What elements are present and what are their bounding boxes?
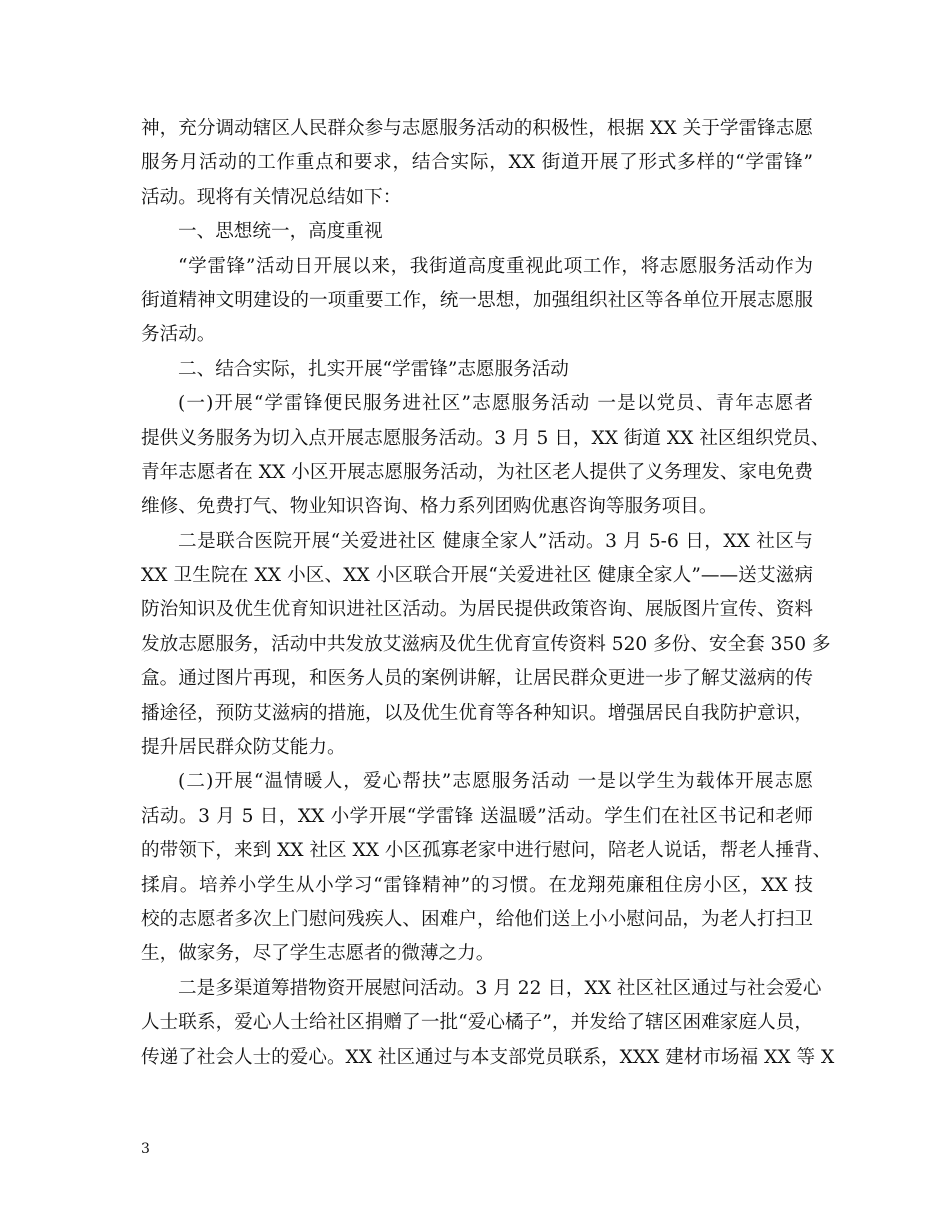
section-heading: 二、结合实际，扎实开展“学雷锋”志愿服务活动 xyxy=(178,358,569,380)
text-line: 提供义务服务为切入点开展志愿服务活动。3 月 5 日，XX 街道 XX 社区组织党员、 xyxy=(141,427,830,449)
section-heading: 一、思想统一，高度重视 xyxy=(178,221,383,243)
page-number: 3 xyxy=(141,1141,150,1157)
text-line: 神，充分调动辖区人民群众参与志愿服务活动的积极性，根据 XX 关于学雷锋志愿 xyxy=(141,118,813,139)
text-line: 防治知识及优生优育知识进社区活动。为居民提供政策咨询、展版图片宣传、资料 xyxy=(141,599,813,621)
document-body xyxy=(141,112,835,1075)
text-line: 揉肩。培养小学生从小学习“雷锋精神”的习惯。在龙翔苑廉租住房小区，XX 技 xyxy=(141,874,813,896)
text-line: 人士联系，爱心人士给社区捐赠了一批“爱心橘子”，并发给了辖区困难家庭人员， xyxy=(141,1012,813,1034)
text-line: (一)开展“学雷锋便民服务进社区”志愿服务活动 一是以党员、青年志愿者 xyxy=(178,393,813,415)
text-line: XX 卫生院在 XX 小区、XX 小区联合开展“关爱进社区 健康全家人”——送艾滋病 xyxy=(141,565,813,587)
text-line: 校的志愿者多次上门慰问残疾人、困难户，给他们送上小小慰问品，为老人打扫卫 xyxy=(141,908,813,930)
text-line: 播途径，预防艾滋病的措施，以及优生优育等各种知识。增强居民自我防护意识， xyxy=(141,702,813,724)
text-line: 提升居民群众防艾能力。 xyxy=(141,737,346,759)
text-line: 发放志愿服务，活动中共发放艾滋病及优生优育宣传资料 520 多份、安全套 350 多 xyxy=(141,633,831,655)
text-line: 生，做家务，尽了学生志愿者的微薄之力。 xyxy=(141,943,495,965)
text-line: 服务月活动的工作重点和要求，结合实际，XX 街道开展了形式多样的“学雷锋” xyxy=(141,152,813,174)
text-line: 二是联合医院开展“关爱进社区 健康全家人”活动。3 月 5-6 日，XX 社区与 xyxy=(178,530,813,552)
text-line: (二)开展“温情暖人，爱心帮扶”志愿服务活动 一是以学生为载体开展志愿 xyxy=(178,771,813,793)
text-line: 维修、免费打气、物业知识咨询、格力系列团购优惠咨询等服务项目。 xyxy=(141,496,718,518)
text-line: 青年志愿者在 XX 小区开展志愿服务活动，为社区老人提供了义务理发、家电免费 xyxy=(141,461,813,483)
text-line: 活动。现将有关情况总结如下： xyxy=(141,186,402,208)
text-line: 街道精神文明建设的一项重要工作，统一思想，加强组织社区等各单位开展志愿服 xyxy=(141,289,813,311)
text-line: 二是多渠道筹措物资开展慰问活动。3 月 22 日，XX 社区社区通过与社会爱心 xyxy=(178,977,822,999)
text-line: 的带领下，来到 XX 社区 XX 小区孤寡老家中进行慰问，陪老人说话，帮老人捶背、 xyxy=(141,840,832,862)
text-line: 活动。3 月 5 日，XX 小学开展“学雷锋 送温暖”活动。学生们在社区书记和老师 xyxy=(141,805,813,827)
text-line: 盒。通过图片再现，和医务人员的案例讲解，让居民群众更进一步了解艾滋病的传 xyxy=(141,668,813,690)
text-line: 传递了社会人士的爱心。XX 社区通过与本支部党员联系，XXX 建材市场福 XX 等 X xyxy=(141,1046,835,1068)
text-line: 务活动。 xyxy=(141,324,216,346)
text-line: “学雷锋”活动日开展以来，我街道高度重视此项工作，将志愿服务活动作为 xyxy=(178,255,813,277)
